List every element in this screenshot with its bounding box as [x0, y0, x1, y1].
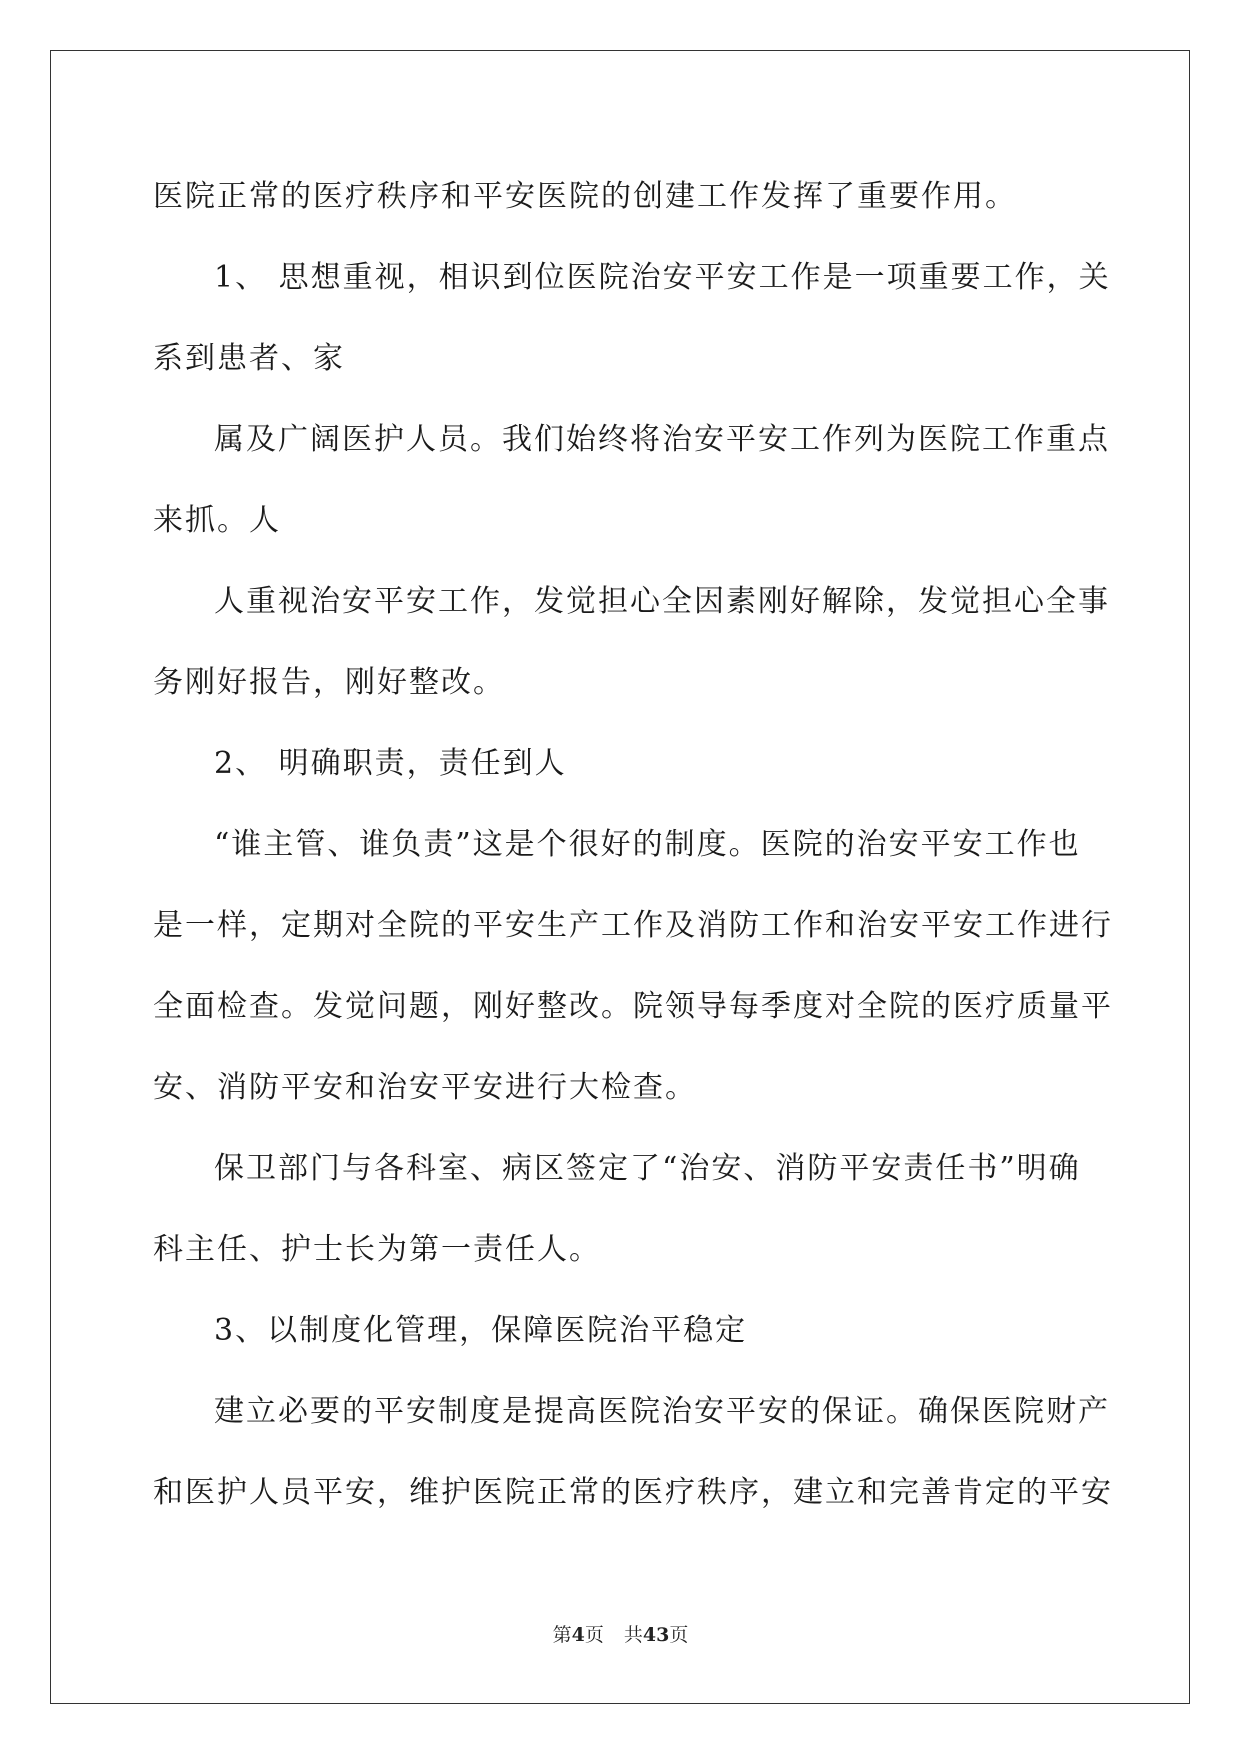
- page-suffix: 页: [584, 1624, 604, 1646]
- text-line: 属及广阔医护人员。我们始终将治安平安工作列为医院工作重点: [214, 422, 1110, 457]
- text-line: 是一样，定期对全院的平安生产工作及消防工作和治安平安工作进行: [153, 908, 1113, 943]
- text-line: 系到患者、家: [153, 341, 345, 376]
- text-line: 科主任、护士长为第一责任人。: [153, 1232, 601, 1267]
- text-line: 医院正常的医疗秩序和平安医院的创建工作发挥了重要作用。: [153, 179, 1017, 214]
- page-footer: [0, 1620, 1241, 1647]
- total-pages: 43: [642, 1624, 670, 1646]
- text-line: 保卫部门与各科室、病区签定了“治安、消防平安责任书”明确: [214, 1151, 1081, 1186]
- text-line: 来抓。人: [153, 503, 281, 538]
- document-body: [153, 156, 1113, 1533]
- text-line: “谁主管、谁负责”这是个很好的制度。医院的治安平安工作也: [214, 827, 1081, 862]
- total-suffix: 页: [669, 1624, 689, 1646]
- text-line: 全面检查。发觉问题，刚好整改。院领导每季度对全院的医疗质量平: [153, 989, 1113, 1024]
- text-line: 和医护人员平安，维护医院正常的医疗秩序，建立和完善肯定的平安: [153, 1475, 1113, 1510]
- page-prefix: 第: [552, 1624, 572, 1646]
- text-line: 安、消防平安和治安平安进行大检查。: [153, 1070, 697, 1105]
- total-prefix: 共: [623, 1624, 643, 1646]
- text-line: 2、 明确职责，责任到人: [214, 746, 567, 781]
- text-line: 3、以制度化管理，保障医院治平稳定: [214, 1313, 748, 1348]
- text-line: 建立必要的平安制度是提高医院治安平安的保证。确保医院财产: [214, 1394, 1110, 1429]
- text-line: 1、 思想重视，相识到位医院治安平安工作是一项重要工作，关: [214, 260, 1111, 295]
- text-line: 人重视治安平安工作，发觉担心全因素刚好解除，发觉担心全事: [214, 584, 1110, 619]
- text-line: 务刚好报告，刚好整改。: [153, 665, 505, 700]
- page-number: 4: [571, 1624, 585, 1646]
